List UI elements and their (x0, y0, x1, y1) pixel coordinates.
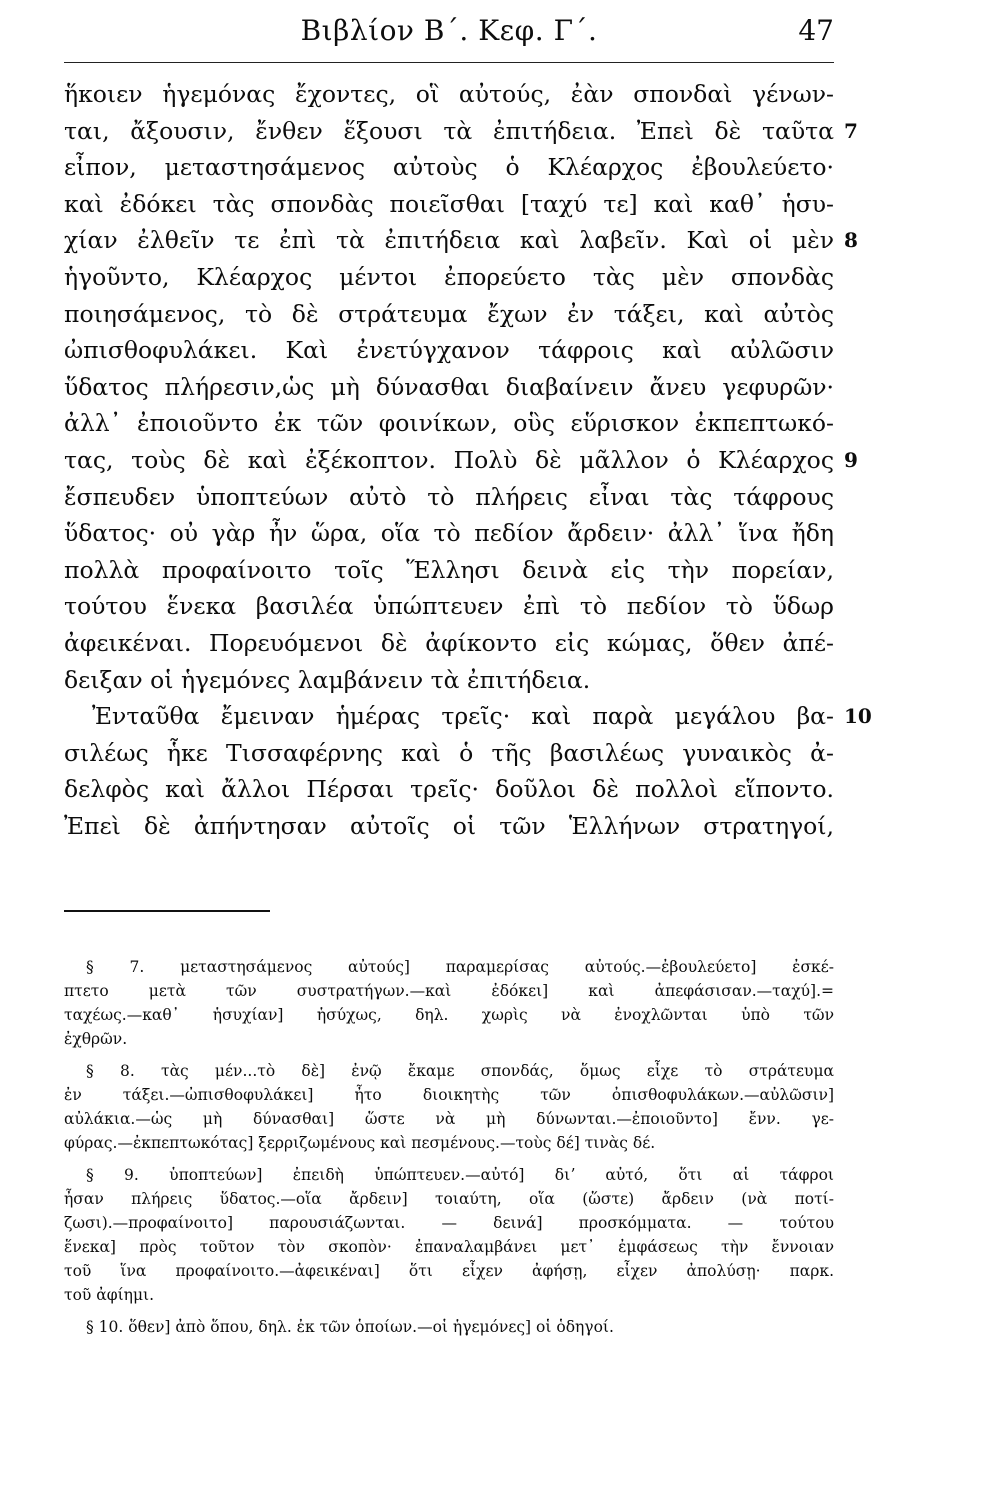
note-line: τοῦ ἀφίημι. (64, 1286, 155, 1304)
note-line: ἕνεκα] πρὸς τοῦτον τὸν σκοπὸν· ἐπαναλαμβάνει μετ᾽ ἐμφάσεως τὴν ἔννοιαν (64, 1238, 834, 1256)
note-line: ἐχθρῶν. (64, 1030, 128, 1048)
text-line: ὕδατος πλήρεσιν,ὡς μὴ δύνασθαι διαβαίνειν ἄνευ γεφυρῶν· (64, 372, 834, 401)
footnote-rule (64, 910, 270, 912)
text-line: ποιησάμενος, τὸ δὲ στράτευμα ἔχων ἐν τάξει, καὶ αὐτὸς (64, 299, 834, 328)
note-line: § 8. τὰς μέν...τὸ δὲ] ἐνῷ ἔκαμε σπονδάς, ὅμως εἶχε τὸ στράτευμα (86, 1062, 834, 1080)
page-number: 47 (798, 14, 834, 47)
section-number: 8 (844, 228, 858, 253)
commentary-notes (64, 955, 834, 1339)
text-line: ὠπισθοφυλάκει. Καὶ ἐνετύγχανον τάφροις καὶ αὐλῶσιν (64, 336, 834, 365)
text-line: ἡγοῦντο, Κλέαρχος μέντοι ἐπορεύετο τὰς μὲν σπονδὰς (64, 262, 834, 291)
text-line: ἥκοιεν ἡγεμόνας ἔχοντες, οἳ αὐτούς, ἐὰν σπονδαὶ γένων- (64, 80, 834, 108)
text-line: Ἐνταῦθα ἔμειναν ἡμέρας τρεῖς· καὶ παρὰ μεγάλου βα- 10 (64, 698, 834, 735)
text-line: ται, ἄξουσιν, ἔνθεν ἕξουσι τὰ ἐπιτήδεια. Ἐπεὶ δὲ ταῦτα 7 (64, 113, 834, 150)
note-line: ἐν τάξει.—ὠπισθοφυλάκει] ἦτο διοικητὴς τῶν ὀπισθοφυλάκων.—αὐλῶσιν] (64, 1086, 834, 1104)
section-number: 9 (844, 447, 858, 472)
text-line: καὶ ἐδόκει τὰς σπονδὰς ποιεῖσθαι [ταχύ τε] καὶ καθ᾽ ἡσυ- (64, 189, 834, 218)
text-line: τούτου ἕνεκα βασιλέα ὑπώπτευεν ἐπὶ τὸ πεδίον τὸ ὕδωρ (64, 592, 834, 621)
note-line: ζωσι).—προφαίνοιτο] παρουσιάζωνται. — δεινά] προσκόμματα. — τούτου (64, 1214, 834, 1232)
text-line: ἔσπευδεν ὑποπτεύων αὐτὸ τὸ πλήρεις εἶναι τὰς τάφρους (64, 482, 834, 511)
note-section-8 (64, 1059, 834, 1155)
running-title: Βιβλίον Β΄. Κεφ. Γ΄. (300, 14, 598, 47)
section-number: 7 (844, 118, 858, 143)
text-line: ἀφεικέναι. Πορευόμενοι δὲ ἀφίκοντο εἰς κώμας, ὅθεν ἀπέ- (64, 628, 834, 657)
main-text (64, 76, 872, 844)
note-section-7 (64, 955, 834, 1051)
text-line: χίαν ἐλθεῖν τε ἐπὶ τὰ ἐπιτήδεια καὶ λαβεῖν. Καὶ οἱ μὲν 8 (64, 222, 834, 259)
text-line: δελφὸς καὶ ἄλλοι Πέρσαι τρεῖς· δοῦλοι δὲ πολλοὶ εἵποντο. (64, 775, 834, 804)
section-number: 10 (844, 704, 872, 729)
page-header (64, 14, 834, 56)
text-line: Ἐπεὶ δὲ ἀπήντησαν αὐτοῖς οἱ τῶν Ἑλλήνων στρατηγοί, (64, 811, 834, 840)
note-line: § 9. ὑποπτεύων] ἐπειδὴ ὑπώπτευεν.—αὐτό] διʼ αὐτό, ὅτι αἱ τάφροι (86, 1166, 834, 1184)
text-line: ὕδατος· οὐ γὰρ ἦν ὥρα, οἵα τὸ πεδίον ἄρδειν· ἀλλ᾽ ἵνα ἤδη (64, 519, 834, 548)
note-section-10 (64, 1315, 834, 1339)
text-line: σιλέως ἧκε Τισσαφέρνης καὶ ὁ τῆς βασιλέως γυναικὸς ἀ- (64, 738, 834, 767)
note-line: φύρας.—ἐκπεπτωκότας] ξερριζωμένους καὶ πεσμένους.—τοὺς δέ] τινὰς δέ. (64, 1134, 656, 1152)
note-line: ταχέως.—καθ᾽ ἡσυχίαν] ἡσύχως, δηλ. χωρὶς νὰ ἐνοχλῶνται ὑπὸ τῶν (64, 1006, 834, 1024)
text-line: εἶπον, μεταστησάμενος αὐτοὺς ὁ Κλέαρχος ἐβουλεύετο· (64, 153, 834, 182)
note-section-9 (64, 1163, 834, 1307)
note-line: § 10. ὅθεν] ἀπὸ ὅπου, δηλ. ἐκ τῶν ὁποίων.—οἱ ἡγεμόνες] οἱ ὁδηγοί. (86, 1318, 614, 1336)
text-line: ἀλλ᾽ ἐποιοῦντο ἐκ τῶν φοινίκων, οὓς εὕρισκον ἐκπεπτωκό- (64, 409, 834, 438)
text-line: δειξαν οἱ ἡγεμόνες λαμβάνειν τὰ ἐπιτήδεια. (64, 665, 591, 694)
text-line: τας, τοὺς δὲ καὶ ἐξέκοπτον. Πολὺ δὲ μᾶλλον ὁ Κλέαρχος 9 (64, 442, 834, 479)
header-rule (64, 62, 834, 63)
note-line: αὐλάκια.—ὡς μὴ δύνασθαι] ὥστε νὰ μὴ δύνωνται.—ἐποιοῦντο] ἔνν. γε- (64, 1110, 834, 1128)
text-line: πολλὰ προφαίνοιτο τοῖς Ἕλλησι δεινὰ εἰς τὴν πορείαν, (64, 555, 834, 584)
note-line: πτετο μετὰ τῶν συστρατήγων.—καὶ ἐδόκει] καὶ ἀπεφάσισαν.—ταχύ].= (64, 982, 834, 1000)
note-line: ἦσαν πλήρεις ὕδατος.—οἵα ἄρδειν] τοιαύτη, οἵα (ὥστε) ἄρδειν (νὰ ποτί- (64, 1190, 834, 1208)
note-line: § 7. μεταστησάμενος αὐτούς] παραμερίσας αὐτούς.—ἐβουλεύετο] ἐσκέ- (86, 958, 834, 976)
note-line: τοῦ ἵνα προφαίνοιτο.—ἀφεικέναι] ὅτι εἶχεν ἀφήσῃ, εἶχεν ἀπολύσῃ· παρκ. (64, 1262, 834, 1280)
